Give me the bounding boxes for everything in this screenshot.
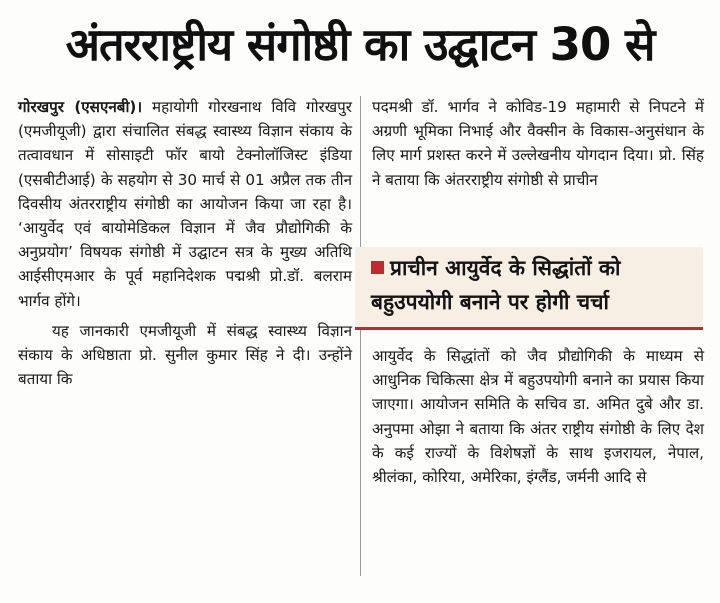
callout-line-1-text: प्राचीन आयुर्वेद के सिद्धांतों को [390,256,621,280]
callout-line-2: बहुउपयोगी बनाने पर होगी चर्चा [371,290,609,314]
right-column-top [372,95,704,192]
dateline: गोरखपुर (एसएनबी)। [18,98,143,116]
right-column-bottom [372,344,704,489]
callout-box [355,247,703,330]
left-paragraph-1 [18,95,352,313]
red-square-bullet-icon [371,261,384,274]
left-paragraph-2: यह जानकारी एमजीयूजी में संबद्ध स्वास्थ्य विज्ञान संकाय के अधिष्ठाता प्रो. सुनील कुमार सिंह ने दी। उन्होंने बताया कि [18,321,352,389]
right-bottom-paragraph: आयुर्वेद के सिद्धांतों को जैव प्रौद्योगिकी के माध्यम से आधुनिक चिकित्सा क्षेत्र में बहुउपयोगी बनाने का प्रयास किया जाएगा। आयोजन समिति के सचिव डा. अमित दुबे और डा. अनुपमा ओझा ने बताया कि अंतर राष्ट्रीय संगोष्ठी के लिए देश के कई राज्यों के विशेषज्ञों के साथ इजरायल, नेपाल, श्रीलंका, कोरिया, अमेरिका, इंग्लैंड, जर्मनी आदि से [372,347,704,487]
paragraph-1-text: महायोगी गोरखनाथ विवि गोरखपुर (एमजीयूजी) द्वारा संचालित संबद्ध स्वास्थ्य विज्ञान संकाय के तत्वावधान में सोसाइटी फॉर बायो टेक्नोलॉजिस्ट इंडिया (एसबीटीआई) के सहयोग से 30 मार्च से 01 अप्रैल तक तीन दिवसीय अंतरराष्ट्रीय संगोष्ठी का आयोजन किया जा रहा है। ‘आयुर्वेद एवं बायोमेडिकल विज्ञान में जैव प्रौद्योगिकी के अनुप्रयोग’ विषयक संगोष्ठी में उद्घाटन सत्र के मुख्य अतिथि आईसीएमआर के पूर्व महानिदेशक पद्मश्री प्रो.डॉ. बलराम भार्गव होंगे। [18,98,353,310]
right-top-paragraph: पदमश्री डॉ. भार्गव ने कोविड-19 महामारी से निपटने में अग्रणी भूमिका निभाई और वैक्सीन के विकास-अनुसंधान के लिए मार्ग प्रशस्त करने में उल्लेखनीय योगदान दिया। प्रो. सिंह ने बताया कि अंतरराष्ट्रीय संगोष्ठी से प्राचीन [372,98,704,189]
callout-line-1 [371,253,621,283]
column-divider [360,96,361,576]
headline: अंतरराष्ट्रीय संगोष्ठी का उद्घाटन 30 से [65,18,655,71]
left-column [18,95,352,391]
